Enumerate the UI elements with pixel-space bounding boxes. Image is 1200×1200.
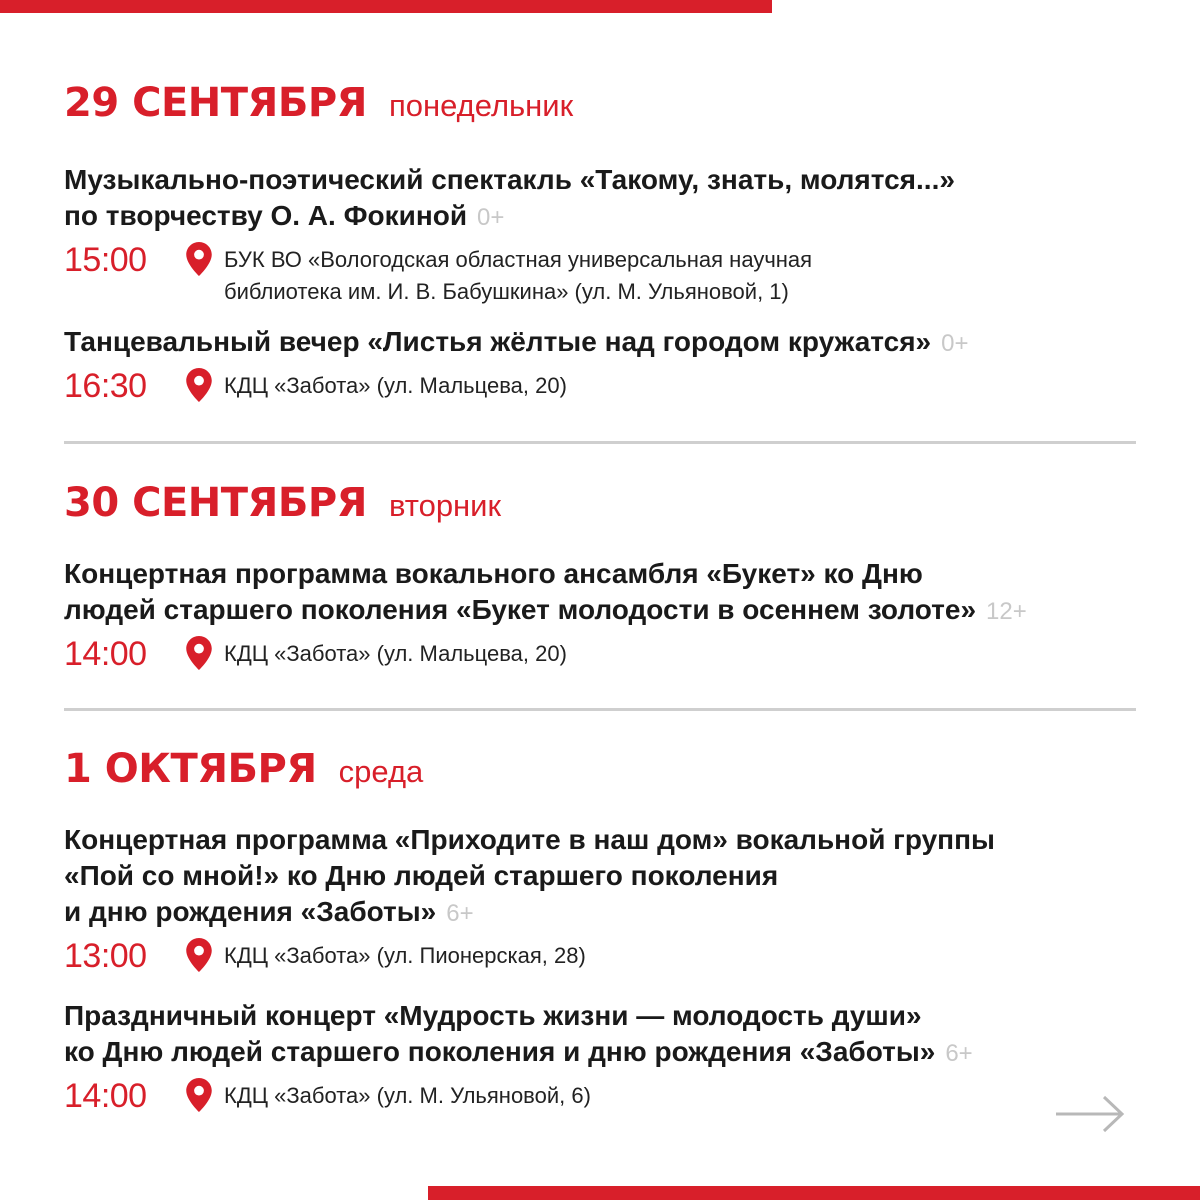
event-meta [64, 936, 1136, 976]
place-line: КДЦ «Забота» (ул. М. Ульяновой, 6) [224, 1083, 591, 1108]
event-item [64, 162, 1136, 308]
event-title [64, 324, 1136, 362]
event-place [224, 366, 567, 402]
event-title-line: по творчеству О. А. Фокиной 0+ [64, 200, 505, 231]
event-time: 15:00 [64, 241, 147, 279]
day-date: 1 ОКТЯБРЯ [64, 746, 317, 792]
place-line: КДЦ «Забота» (ул. Мальцева, 20) [224, 373, 567, 398]
event-place [224, 1076, 591, 1112]
event-title [64, 556, 1136, 630]
place-line: КДЦ «Забота» (ул. Пионерская, 28) [224, 943, 586, 968]
age-rating: 6+ [945, 1040, 973, 1067]
day-section-sep-30 [64, 480, 1136, 673]
section-divider [64, 441, 1136, 444]
arrow-right-icon[interactable] [1054, 1094, 1126, 1134]
event-title [64, 998, 1136, 1072]
day-weekday: понедельник [388, 88, 574, 123]
event-meta [64, 1076, 1136, 1116]
day-weekday: среда [338, 754, 424, 789]
day-weekday: вторник [388, 488, 502, 523]
bottom-accent-bar [428, 1186, 1200, 1200]
age-rating: 0+ [941, 330, 969, 357]
map-pin-icon [186, 1078, 212, 1112]
event-title [64, 162, 1136, 236]
place-line: библиотека им. И. В. Бабушкина» (ул. М. Ульяновой, 1) [224, 279, 789, 304]
event-title-line: «Пой со мной!» ко Дню людей старшего поколения [64, 860, 779, 891]
event-item [64, 998, 1136, 1116]
event-title-line: Музыкально-поэтический спектакль «Такому, знать, молятся...» [64, 164, 955, 195]
day-section-oct-1 [64, 746, 1136, 1115]
event-place [224, 240, 812, 308]
map-pin-icon [186, 636, 212, 670]
event-title-line: ко Дню людей старшего поколения и дню рождения «Заботы» 6+ [64, 1036, 973, 1067]
age-rating: 6+ [446, 900, 474, 927]
map-pin-icon [186, 938, 212, 972]
event-item [64, 556, 1136, 674]
event-item [64, 324, 1136, 406]
event-title-line: Концертная программа вокального ансамбля «Букет» ко Дню [64, 558, 923, 589]
event-title-line: Танцевальный вечер «Листья жёлтые над городом кружатся» 0+ [64, 326, 969, 357]
day-date: 29 СЕНТЯБРЯ [64, 80, 367, 126]
event-meta [64, 240, 1136, 308]
top-accent-bar [0, 0, 772, 13]
day-date: 30 СЕНТЯБРЯ [64, 480, 367, 526]
map-pin-icon [186, 368, 212, 402]
event-item [64, 822, 1136, 976]
event-title-line: Концертная программа «Приходите в наш дом» вокальной группы [64, 824, 995, 855]
event-time: 16:30 [64, 367, 147, 405]
event-title-line: людей старшего поколения «Букет молодости в осеннем золоте» 12+ [64, 594, 1027, 625]
event-time: 13:00 [64, 937, 147, 975]
day-header [64, 746, 1136, 792]
event-meta [64, 366, 1136, 406]
event-meta [64, 634, 1136, 674]
section-divider [64, 708, 1136, 711]
day-header [64, 480, 1136, 526]
event-place [224, 634, 567, 670]
age-rating: 0+ [477, 204, 505, 231]
place-line: КДЦ «Забота» (ул. Мальцева, 20) [224, 641, 567, 666]
event-place [224, 936, 586, 972]
event-title-line: и дню рождения «Заботы» 6+ [64, 896, 474, 927]
age-rating: 12+ [986, 598, 1027, 625]
day-header [64, 80, 1136, 126]
event-title-line: Праздничный концерт «Мудрость жизни — молодость души» [64, 1000, 922, 1031]
event-time: 14:00 [64, 1077, 147, 1115]
event-title [64, 822, 1136, 932]
day-section-sep-29 [64, 80, 1136, 405]
event-time: 14:00 [64, 635, 147, 673]
map-pin-icon [186, 242, 212, 276]
place-line: БУК ВО «Вологодская областная универсальная научная [224, 247, 813, 272]
